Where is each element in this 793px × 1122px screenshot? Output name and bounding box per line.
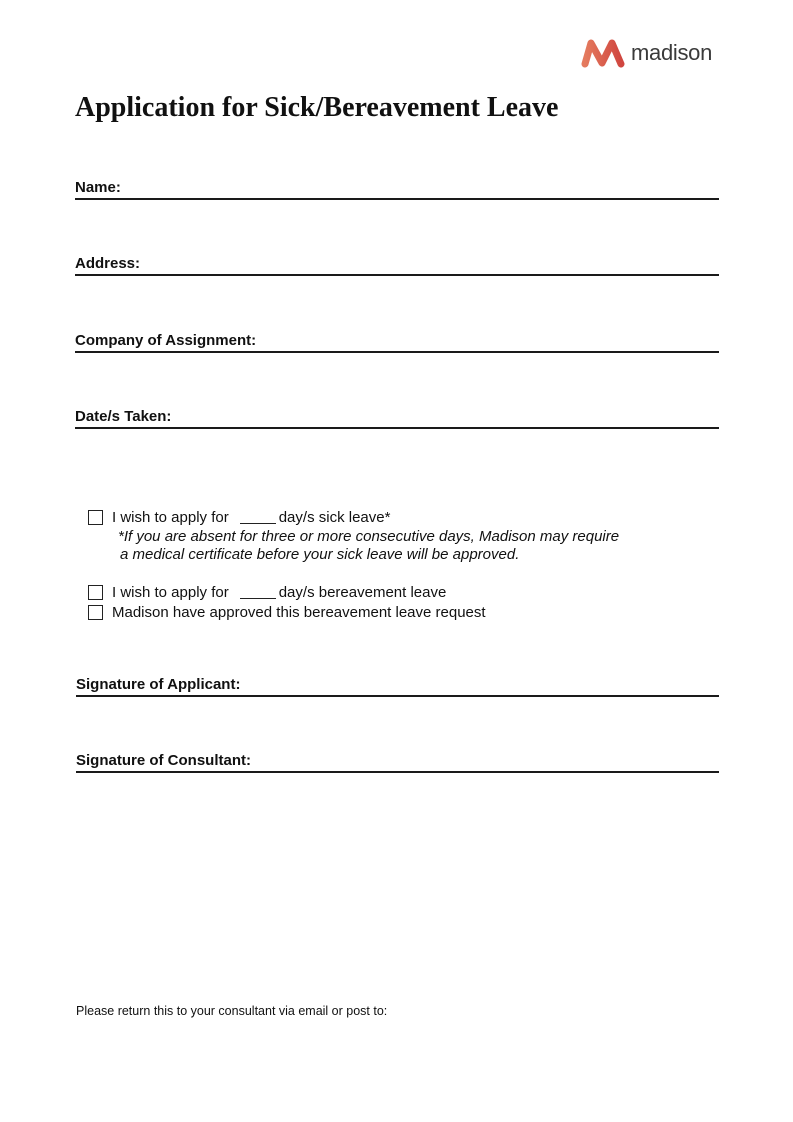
company-of-assignment-label: Company of Assignment:: [75, 332, 257, 349]
signature-of-consultant-label: Signature of Consultant:: [76, 752, 251, 769]
bereavement-leave-suffix: day/s bereavement leave: [278, 583, 447, 601]
bereavement-leave-option: [88, 582, 446, 602]
dates-taken-label: Date/s Taken:: [75, 408, 172, 425]
signature-of-applicant-field[interactable]: [76, 675, 719, 697]
address-label: Address:: [75, 255, 141, 272]
sick-leave-checkbox[interactable]: [88, 510, 103, 525]
bereavement-leave-prefix: I wish to apply for: [112, 583, 229, 601]
bereavement-approved-option: [88, 602, 486, 622]
signature-of-consultant-field[interactable]: [76, 751, 719, 773]
name-label: Name:: [75, 179, 121, 196]
signature-of-applicant-label: Signature of Applicant:: [76, 676, 241, 693]
sick-leave-prefix: I wish to apply for: [112, 508, 229, 526]
madison-m-logo-icon: [580, 38, 626, 68]
bereavement-approved-label: Madison have approved this bereavement leave request: [112, 603, 486, 621]
dates-taken-field[interactable]: [75, 407, 719, 429]
sick-leave-note-line-1: *If you are absent for three or more consecutive days, Madison may require: [118, 528, 620, 545]
bereavement-leave-checkbox[interactable]: [88, 585, 103, 600]
company-of-assignment-field[interactable]: [75, 331, 719, 353]
sick-leave-days-blank[interactable]: [240, 510, 276, 524]
address-field[interactable]: [75, 254, 719, 276]
return-instructions: Please return this to your consultant via email or post to:: [76, 1004, 388, 1018]
sick-leave-suffix: day/s sick leave*: [278, 508, 391, 526]
name-field[interactable]: [75, 178, 719, 200]
company-logo: [580, 36, 720, 70]
sick-leave-note-line-2: a medical certificate before your sick leave will be approved.: [120, 546, 520, 563]
logo-text: madison: [631, 40, 713, 65]
bereavement-approved-checkbox[interactable]: [88, 605, 103, 620]
page-title: Application for Sick/Bereavement Leave: [75, 92, 559, 123]
bereavement-leave-days-blank[interactable]: [240, 585, 276, 599]
sick-leave-option: [88, 507, 390, 527]
